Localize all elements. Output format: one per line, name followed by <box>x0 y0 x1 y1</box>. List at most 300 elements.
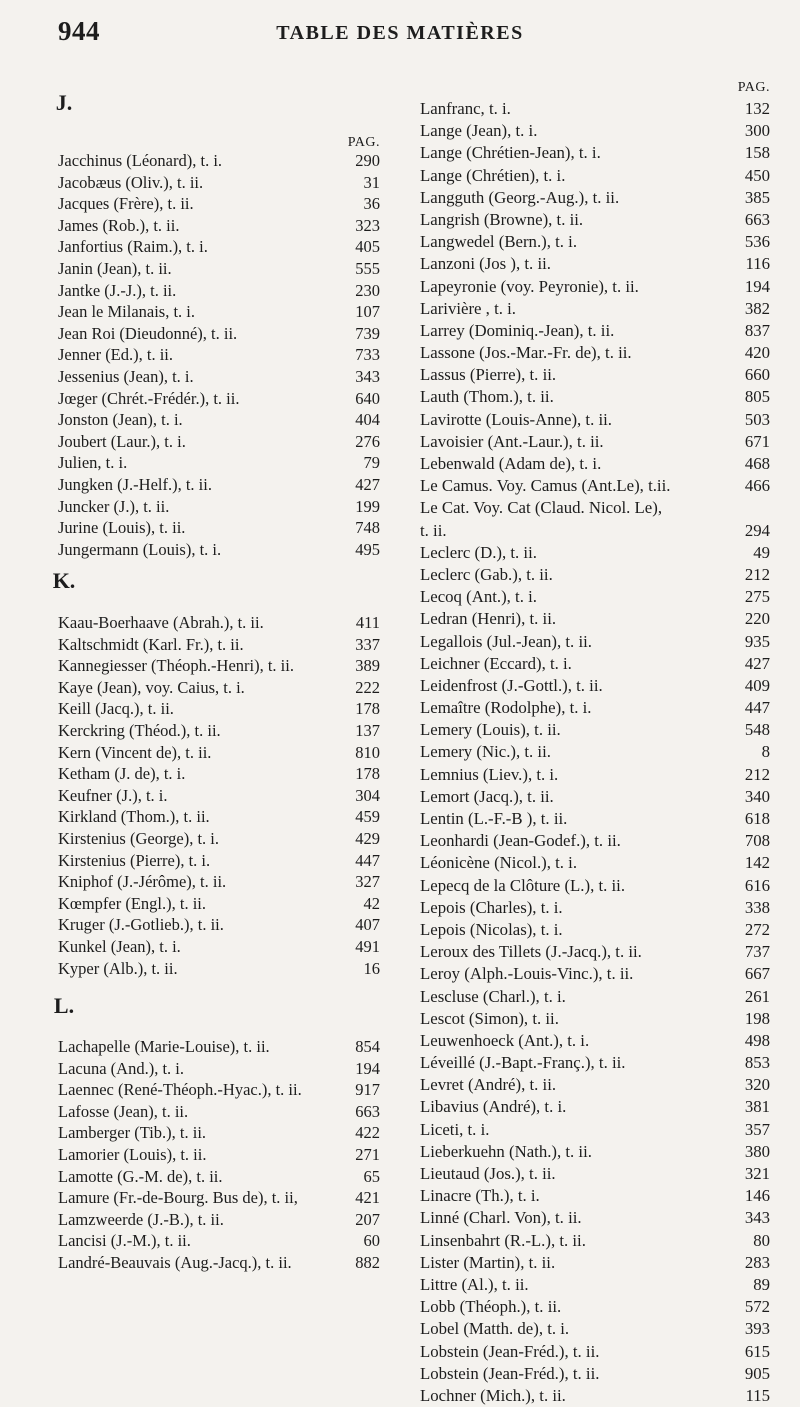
entry-page: 380 <box>744 1141 770 1161</box>
entry-name: Lobstein (Jean-Fréd.), t. ii. <box>420 1363 600 1383</box>
entry-name: Kerckring (Théod.), t. ii. <box>58 720 221 740</box>
entry-page: 572 <box>744 1297 770 1317</box>
entry-page: 495 <box>355 539 380 559</box>
entry-name: Lavirotte (Louis-Anne), t. ii. <box>420 409 613 429</box>
entry-page: 503 <box>744 409 770 429</box>
entry-name: Liceti, t. i. <box>420 1119 490 1139</box>
entry-page: 323 <box>355 215 380 235</box>
entry-page: 404 <box>355 410 380 430</box>
entry-name: Kruger (J.-Gotlieb.), t. ii. <box>58 915 224 935</box>
entry-name: Jean le Milanais, t. i. <box>58 302 196 322</box>
entry-name: Jonston (Jean), t. i. <box>58 410 183 430</box>
index-entry <box>420 941 770 963</box>
entry-page: 42 <box>363 893 380 913</box>
entry-page: 65 <box>363 1166 380 1186</box>
index-entry <box>58 655 380 677</box>
entry-page: 36 <box>363 194 380 214</box>
entry-name: Kirstenius (George), t. i. <box>58 828 219 848</box>
entry-name: Le Cat. Voy. Cat (Claud. Nicol. Le), <box>420 498 663 518</box>
entry-page: 300 <box>744 121 770 141</box>
entry-page: 8 <box>761 742 770 762</box>
index-entry <box>420 342 770 364</box>
entry-name: Lobstein (Jean-Fréd.), t. ii. <box>420 1341 600 1361</box>
section-letter-j: J. <box>55 90 73 115</box>
entry-page: 905 <box>744 1363 770 1383</box>
entry-page: 663 <box>744 209 770 229</box>
index-entry <box>420 409 770 431</box>
index-entry <box>58 806 380 828</box>
entry-page: 427 <box>744 653 770 673</box>
index-entry <box>420 542 770 564</box>
entry-page: 212 <box>744 764 770 784</box>
entry-name: Julien, t. i. <box>58 453 128 473</box>
entry-page: 618 <box>744 809 770 828</box>
entry-page: 671 <box>744 431 770 451</box>
index-entry <box>420 231 770 253</box>
entry-name: Leonhardi (Jean-Godef.), t. ii. <box>420 831 621 851</box>
entry-name: Lanzoni (Jos ), t. ii. <box>420 254 551 274</box>
index-entry <box>58 936 380 958</box>
entry-page: 405 <box>355 237 380 257</box>
index-entry <box>58 388 380 410</box>
page-column-label: PAG. <box>347 135 380 150</box>
entry-name: Lamure (Fr.-de-Bourg. Bus de), t. ii, <box>58 1188 298 1208</box>
index-entry <box>58 893 380 915</box>
index-entry <box>58 452 380 474</box>
entry-name: Lescot (Simon), t. ii. <box>420 1008 559 1028</box>
index-entry <box>58 1230 380 1252</box>
index-entry <box>58 1058 380 1080</box>
index-entry <box>58 344 380 366</box>
entry-name: Lepecq de la Clôture (L.), t. ii. <box>420 875 626 895</box>
entry-page: 340 <box>744 786 770 806</box>
entry-name: Lepois (Charles), t. i. <box>420 897 563 917</box>
entry-page: 737 <box>744 942 770 962</box>
index-entry <box>58 431 380 453</box>
entry-page: 178 <box>355 764 380 784</box>
entry-page: 220 <box>744 609 770 629</box>
entry-name: Lancisi (J.-M.), t. ii. <box>58 1231 191 1251</box>
index-entry <box>58 698 380 720</box>
index-entry <box>58 1252 380 1274</box>
entry-name: Leclerc (Gab.), t. ii. <box>420 564 553 584</box>
index-entry <box>420 830 770 852</box>
index-entry <box>58 1144 380 1166</box>
index-entry <box>420 1163 770 1185</box>
entry-name: Lobel (Matth. de), t. i. <box>420 1319 570 1339</box>
entry-page: 137 <box>355 720 380 740</box>
entry-page: 275 <box>744 587 770 607</box>
entry-name: Lochner (Mich.), t. ii. <box>420 1385 566 1405</box>
index-entry <box>420 986 770 1008</box>
entry-page: 660 <box>744 365 770 385</box>
entry-name: Juncker (J.), t. ii. <box>58 496 170 516</box>
index-entry <box>420 586 770 608</box>
index-entry <box>420 1119 770 1141</box>
entry-name: Larivière , t. i. <box>420 298 516 318</box>
section-letter-k: K. <box>52 568 76 593</box>
entry-page: 343 <box>744 1208 770 1228</box>
entry-page: 536 <box>744 232 770 252</box>
entry-name: Linné (Charl. Von), t. ii. <box>420 1208 582 1228</box>
entry-name: Lassone (Jos.-Mar.-Fr. de), t. ii. <box>420 343 632 363</box>
page-column-label: PAG. <box>737 80 770 95</box>
entry-page: 207 <box>355 1209 380 1229</box>
entry-page: 271 <box>355 1144 380 1164</box>
entry-name: Lobb (Théoph.), t. ii. <box>420 1297 562 1317</box>
entry-name: Jantke (J.-J.), t. ii. <box>58 280 177 300</box>
entry-page: 450 <box>744 165 770 185</box>
entry-name: Ledran (Henri), t. ii. <box>420 609 557 629</box>
entry-name: Lemort (Jacq.), t. ii. <box>420 786 554 806</box>
entry-name: Lepois (Nicolas), t. i. <box>420 919 563 939</box>
entry-page: 409 <box>744 675 770 695</box>
entry-name: Leuwenhoeck (Ant.), t. i. <box>420 1030 590 1050</box>
index-list-k <box>58 612 380 979</box>
index-entry <box>58 496 380 518</box>
entry-page: 337 <box>355 634 380 654</box>
index-entry <box>58 280 380 302</box>
index-entry <box>420 1008 770 1030</box>
entry-name: Kyper (Alb.), t. ii. <box>58 958 178 978</box>
index-entry <box>58 323 380 345</box>
entry-name: Lachapelle (Marie-Louise), t. ii. <box>58 1037 270 1056</box>
entry-page: 327 <box>355 872 380 892</box>
index-entry <box>58 193 380 215</box>
entry-name: Jacques (Frère), t. ii. <box>58 194 194 214</box>
index-entry <box>420 1363 770 1385</box>
index-entry <box>58 1079 380 1101</box>
entry-name: Lieberkuehn (Nath.), t. ii. <box>420 1141 592 1161</box>
entry-name: Le Camus. Voy. Camus (Ant.Le), t.ii. <box>420 476 671 496</box>
index-entry <box>420 1141 770 1163</box>
entry-page: 393 <box>744 1319 770 1339</box>
entry-page: 146 <box>744 1186 770 1206</box>
index-entry <box>420 919 770 941</box>
entry-page: 343 <box>355 366 380 386</box>
index-entry <box>58 1036 380 1058</box>
index-entry <box>58 366 380 388</box>
index-entry <box>420 1296 770 1318</box>
entry-page: 194 <box>744 276 770 296</box>
entry-name: Laennec (René-Théoph.-Hyac.), t. ii. <box>58 1080 302 1100</box>
index-entry <box>58 1166 380 1188</box>
entry-page: 107 <box>355 302 380 322</box>
index-entry <box>420 1341 770 1363</box>
entry-name: Lange (Jean), t. i. <box>420 121 538 141</box>
index-entry <box>420 497 770 519</box>
index-entry <box>58 742 380 764</box>
entry-name: Lemery (Louis), t. ii. <box>420 720 561 740</box>
entry-page: 422 <box>355 1123 380 1143</box>
entry-page: 382 <box>744 298 770 318</box>
entry-page: 89 <box>753 1274 770 1294</box>
entry-name: Lauth (Thom.), t. ii. <box>420 387 554 407</box>
entry-name: Levret (André), t. ii. <box>420 1075 557 1095</box>
entry-page: 498 <box>744 1030 770 1050</box>
entry-name: Langwedel (Bern.), t. i. <box>420 232 578 252</box>
entry-page: 198 <box>744 1008 770 1028</box>
entry-name: Lafosse (Jean), t. ii. <box>58 1101 189 1121</box>
index-entry <box>58 634 380 656</box>
entry-page: 548 <box>744 720 770 740</box>
entry-page: 667 <box>744 964 770 984</box>
entry-name: Lescluse (Charl.), t. i. <box>420 986 566 1006</box>
entry-name: James (Rob.), t. ii. <box>58 215 180 235</box>
entry-name: Lemery (Nic.), t. ii. <box>420 742 551 762</box>
entry-name: Kern (Vincent de), t. ii. <box>58 742 212 762</box>
index-entry <box>420 1230 770 1252</box>
index-entry <box>420 719 770 741</box>
index-entry <box>58 1209 380 1231</box>
entry-name: Kirkland (Thom.), t. ii. <box>58 807 210 827</box>
index-entry <box>58 301 380 323</box>
entry-page: 748 <box>355 518 380 538</box>
index-entry <box>420 1274 770 1296</box>
entry-page: 80 <box>753 1230 770 1250</box>
entry-page: 79 <box>363 453 380 473</box>
entry-name: Libavius (André), t. i. <box>420 1097 567 1117</box>
entry-name: Kaye (Jean), voy. Caius, t. i. <box>58 677 245 697</box>
index-list-l <box>58 1036 380 1274</box>
entry-name: Jean Roi (Dieudonné), t. ii. <box>58 323 238 343</box>
index-entry <box>420 1096 770 1118</box>
entry-page: 837 <box>744 320 770 340</box>
entry-page: 294 <box>744 520 770 540</box>
index-entry <box>58 258 380 280</box>
entry-page: 321 <box>744 1164 770 1183</box>
index-entry <box>420 253 770 275</box>
entry-page: 212 <box>744 564 770 584</box>
index-entry <box>420 1318 770 1340</box>
index-entry <box>420 963 770 985</box>
index-entry <box>420 520 770 542</box>
entry-page: 338 <box>744 897 770 917</box>
index-entry <box>420 209 770 231</box>
entry-page: 261 <box>744 986 770 1006</box>
entry-page: 389 <box>355 656 380 676</box>
entry-page: 357 <box>744 1119 770 1139</box>
entry-name: Jenner (Ed.), t. ii. <box>58 345 174 365</box>
index-list-l-continued <box>420 98 770 1407</box>
entry-page: 116 <box>745 254 770 274</box>
index-entry <box>58 172 380 194</box>
entry-page: 640 <box>355 388 380 408</box>
entry-page: 320 <box>744 1075 770 1095</box>
entry-name: Lecoq (Ant.), t. i. <box>420 587 537 607</box>
entry-name: Linsenbahrt (R.-L.), t. ii. <box>420 1230 586 1250</box>
entry-name: Lanfranc, t. i. <box>420 99 511 118</box>
entry-name: Jœger (Chrét.-Frédér.), t. ii. <box>58 388 240 408</box>
index-entry <box>420 808 770 830</box>
entry-page: 739 <box>355 323 380 343</box>
entry-page: 407 <box>355 915 380 935</box>
running-head: TABLE DES MATIÈRES <box>276 22 524 44</box>
entry-page: 421 <box>355 1188 380 1208</box>
index-entry <box>420 608 770 630</box>
entry-page: 272 <box>744 919 770 939</box>
entry-name: Jurine (Louis), t. ii. <box>58 518 186 538</box>
entry-page: 854 <box>355 1037 380 1056</box>
index-entry <box>420 431 770 453</box>
entry-name: Lange (Chrétien), t. i. <box>420 165 566 185</box>
entry-name: Leclerc (D.), t. ii. <box>420 542 537 562</box>
entry-name: Larrey (Dominiq.-Jean), t. ii. <box>420 320 615 340</box>
entry-page: 616 <box>744 875 770 895</box>
entry-page: 49 <box>753 542 770 562</box>
index-entry <box>420 1385 770 1407</box>
entry-page: 491 <box>355 936 380 956</box>
index-entry <box>420 142 770 164</box>
entry-page: 853 <box>744 1053 770 1073</box>
entry-name: Lamzweerde (J.-B.), t. ii. <box>58 1209 224 1229</box>
entry-page: 16 <box>363 958 380 978</box>
index-entry <box>58 539 380 561</box>
entry-name: Linacre (Th.), t. i. <box>420 1186 540 1206</box>
entry-page: 194 <box>355 1058 380 1078</box>
entry-name: Leidenfrost (J.-Gottl.), t. ii. <box>420 675 603 695</box>
index-entry <box>58 409 380 431</box>
entry-name: Lassus (Pierre), t. ii. <box>420 365 557 385</box>
page-number: 944 <box>58 16 100 46</box>
entry-name: Jacchinus (Léonard), t. i. <box>58 151 223 170</box>
index-entry <box>58 914 380 936</box>
index-entry <box>420 897 770 919</box>
entry-page: 142 <box>744 853 770 873</box>
index-entry <box>420 453 770 475</box>
index-entry <box>420 98 770 120</box>
entry-page: 935 <box>744 631 770 651</box>
entry-name: Janfortius (Raim.), t. i. <box>58 237 208 257</box>
entry-page: 810 <box>355 742 380 762</box>
entry-page: 115 <box>745 1385 770 1405</box>
index-entry <box>58 215 380 237</box>
entry-name: Kœmpfer (Engl.), t. ii. <box>58 893 207 913</box>
section-letter-l: L. <box>53 993 75 1018</box>
index-entry <box>58 236 380 258</box>
index-entry <box>58 150 380 172</box>
index-entry <box>420 564 770 586</box>
index-entry <box>420 1074 770 1096</box>
entry-page <box>764 497 770 519</box>
entry-name: Kirstenius (Pierre), t. i. <box>58 850 211 870</box>
entry-page: 290 <box>355 151 380 170</box>
index-entry <box>420 1052 770 1074</box>
index-entry <box>58 1187 380 1209</box>
entry-name: Leroy (Alph.-Louis-Vinc.), t. ii. <box>420 964 634 984</box>
entry-name: Kaltschmidt (Karl. Fr.), t. ii. <box>58 634 244 654</box>
index-entry <box>420 675 770 697</box>
entry-page: 222 <box>355 677 380 697</box>
index-entry <box>58 612 380 634</box>
entry-page: 304 <box>355 785 380 805</box>
entry-name: Kaau-Boerhaave (Abrah.), t. ii. <box>58 613 264 632</box>
entry-name: Legallois (Jul.-Jean), t. ii. <box>420 631 592 651</box>
entry-name: Kannegiesser (Théoph.-Henri), t. ii. <box>58 656 294 676</box>
entry-page: 381 <box>744 1097 770 1117</box>
entry-name: Lacuna (And.), t. i. <box>58 1058 184 1078</box>
index-entry <box>420 187 770 209</box>
index-entry <box>420 1207 770 1229</box>
entry-name: Lemnius (Liev.), t. i. <box>420 764 559 784</box>
index-entry <box>420 276 770 298</box>
index-entry <box>420 475 770 497</box>
entry-name: Lentin (L.-F.-B ), t. ii. <box>420 809 568 828</box>
entry-page: 132 <box>744 99 770 118</box>
entry-page: 199 <box>355 496 380 516</box>
entry-name: Littre (Al.), t. ii. <box>420 1274 529 1294</box>
entry-name: Janin (Jean), t. ii. <box>58 258 172 278</box>
entry-name: Joubert (Laur.), t. i. <box>58 431 186 451</box>
index-entry <box>58 474 380 496</box>
index-entry <box>420 764 770 786</box>
entry-name: Keill (Jacq.), t. ii. <box>58 699 174 719</box>
entry-page: 447 <box>355 850 380 870</box>
entry-page: 882 <box>355 1252 380 1272</box>
entry-page: 420 <box>744 343 770 363</box>
index-entry <box>58 1101 380 1123</box>
entry-name: Jungermann (Louis), t. i. <box>58 539 222 559</box>
entry-page: 276 <box>355 431 380 451</box>
entry-page: 459 <box>355 807 380 827</box>
index-entry <box>420 875 770 897</box>
index-entry <box>420 120 770 142</box>
index-entry <box>420 298 770 320</box>
entry-name: Lister (Martin), t. ii. <box>420 1252 556 1272</box>
index-entry <box>420 386 770 408</box>
index-entry <box>58 785 380 807</box>
entry-page: 60 <box>363 1231 380 1251</box>
entry-page: 447 <box>744 698 770 718</box>
entry-page: 615 <box>744 1341 770 1361</box>
index-entry <box>420 1252 770 1274</box>
entry-page: 385 <box>744 187 770 207</box>
entry-name: Jungken (J.-Helf.), t. ii. <box>58 474 212 494</box>
index-entry <box>420 697 770 719</box>
index-entry <box>58 958 380 980</box>
entry-page: 917 <box>355 1080 380 1100</box>
entry-name: Langguth (Georg.-Aug.), t. ii. <box>420 187 620 207</box>
index-entry <box>420 320 770 342</box>
entry-name: Lavoisier (Ant.-Laur.), t. ii. <box>420 431 604 451</box>
entry-name: Keufner (J.), t. i. <box>58 785 168 805</box>
entry-name: t. ii. <box>420 520 447 540</box>
entry-name: Jessenius (Jean), t. i. <box>58 366 194 386</box>
index-entry <box>58 828 380 850</box>
entry-name: Ketham (J. de), t. i. <box>58 764 186 784</box>
entry-name: Lebenwald (Adam de), t. i. <box>420 454 602 473</box>
index-entry <box>58 517 380 539</box>
entry-name: Langrish (Browne), t. ii. <box>420 209 584 229</box>
entry-name: Lapeyronie (voy. Peyronie), t. ii. <box>420 276 639 296</box>
entry-page: 178 <box>355 699 380 719</box>
entry-page: 468 <box>744 454 770 473</box>
index-entry <box>58 677 380 699</box>
index-entry <box>420 852 770 874</box>
entry-page: 230 <box>355 280 380 300</box>
entry-page: 663 <box>355 1101 380 1121</box>
index-entry <box>58 871 380 893</box>
entry-name: Léonicène (Nicol.), t. i. <box>420 853 578 873</box>
entry-name: Léveillé (J.-Bapt.-Franç.), t. ii. <box>420 1053 626 1073</box>
entry-name: Leichner (Eccard), t. i. <box>420 653 572 673</box>
entry-name: Lamberger (Tib.), t. ii. <box>58 1123 207 1143</box>
index-entry <box>58 763 380 785</box>
entry-name: Lamotte (G.-M. de), t. ii. <box>58 1166 223 1186</box>
index-entry <box>420 653 770 675</box>
entry-name: Lieutaud (Jos.), t. ii. <box>420 1164 556 1183</box>
entry-page: 411 <box>355 613 380 632</box>
